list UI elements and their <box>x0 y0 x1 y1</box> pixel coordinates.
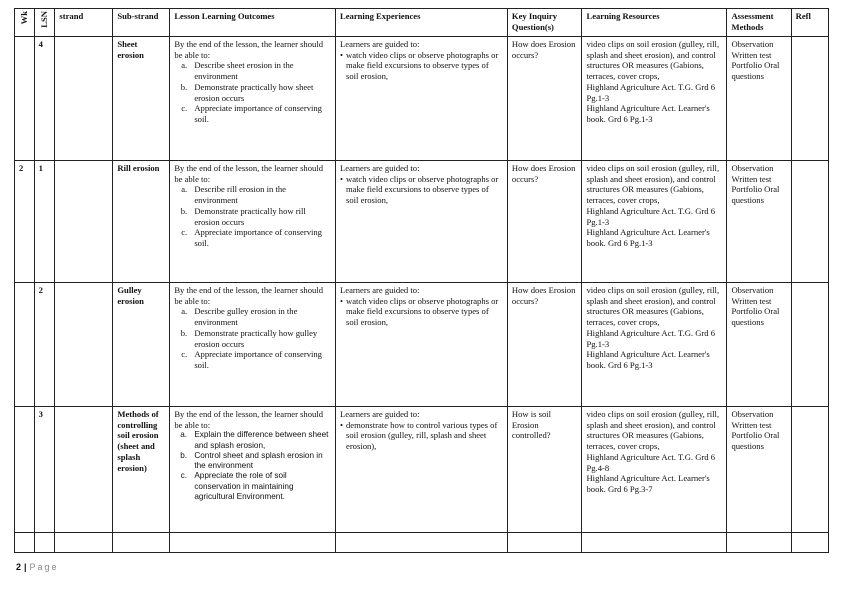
footer-separator: | <box>24 562 27 572</box>
cell-wk <box>15 283 35 407</box>
empty-cell <box>55 533 113 553</box>
cell-resources <box>582 37 727 161</box>
header-substrand: Sub-strand <box>113 9 170 37</box>
outcome-intro: By the end of the lesson, the learner should be able to: <box>174 409 323 430</box>
cell-experiences <box>336 37 508 161</box>
header-row <box>15 9 829 37</box>
header-resources: Learning Resources <box>582 9 727 37</box>
outcome-item: b. Demonstrate practically how gulley erosion occurs <box>189 328 331 349</box>
outcome-item: a. Describe gulley erosion in the environment <box>189 306 331 327</box>
outcome-item: c. Appreciate importance of conserving soil. <box>189 349 331 370</box>
outcome-intro: By the end of the lesson, the learner should be able to: <box>174 285 323 306</box>
cell-assessment: Observation Written test Portfolio Oral questions <box>727 37 791 161</box>
outcome-list <box>174 306 331 370</box>
cell-outcomes <box>170 37 336 161</box>
cell-strand <box>55 407 113 533</box>
cell-lsn: 1 <box>34 161 55 283</box>
scheme-of-work-table <box>14 8 829 553</box>
header-wk: Wk <box>15 9 35 37</box>
bullet-icon: • <box>340 295 344 306</box>
empty-cell <box>582 533 727 553</box>
outcome-item: b. Demonstrate practically how sheet erosion occurs <box>189 82 331 103</box>
outcome-list <box>174 60 331 124</box>
outcome-item: b. Control sheet and splash erosion in the environment <box>189 451 331 472</box>
resources-tg: Highland Agriculture Act. T.G. Grd 6 Pg.4-8 <box>586 451 716 473</box>
cell-wk: 2 <box>15 161 35 283</box>
cell-reflection <box>791 161 828 283</box>
resources-lb: Highland Agriculture Act. Learner's book. Grd 6 Pg.3-7 <box>586 473 710 495</box>
table-row <box>15 283 829 407</box>
experience-item: watch video clips or observe photographs or make field excursions to observe types of soil erosion, <box>346 49 499 82</box>
page-number: 2 <box>16 562 22 572</box>
cell-wk <box>15 37 35 161</box>
experience-intro: Learners are guided to: <box>340 39 420 49</box>
header-outcomes: Lesson Learning Outcomes <box>170 9 336 37</box>
experience-intro: Learners are guided to: <box>340 285 420 295</box>
cell-outcomes <box>170 161 336 283</box>
table-row <box>15 407 829 533</box>
cell-reflection <box>791 37 828 161</box>
cell-lsn: 2 <box>34 283 55 407</box>
experience-intro: Learners are guided to: <box>340 409 420 419</box>
resources-tg: Highland Agriculture Act. T.G. Grd 6 Pg.1-3 <box>586 81 716 103</box>
bullet-icon: • <box>340 49 344 60</box>
cell-outcomes <box>170 283 336 407</box>
resources-lb: Highland Agriculture Act. Learner's book. Grd 6 Pg.1-3 <box>586 349 710 371</box>
cell-experiences <box>336 407 508 533</box>
cell-resources <box>582 283 727 407</box>
outcome-list <box>174 184 331 248</box>
experience-item: watch video clips or observe photographs or make field excursions to observe types of soil erosion, <box>346 173 499 206</box>
outcome-intro: By the end of the lesson, the learner should be able to: <box>174 163 323 184</box>
outcome-item: c. Appreciate importance of conserving soil. <box>189 227 331 248</box>
cell-resources <box>582 407 727 533</box>
cell-strand <box>55 161 113 283</box>
header-assessment: Assessment Methods <box>727 9 791 37</box>
empty-cell <box>727 533 791 553</box>
cell-assessment: Observation Written test Portfolio Oral questions <box>727 283 791 407</box>
cell-wk <box>15 407 35 533</box>
header-reflection: Refl <box>791 9 828 37</box>
header-lsn: LSN <box>34 9 55 37</box>
cell-resources <box>582 161 727 283</box>
cell-experiences <box>336 283 508 407</box>
cell-inquiry: How does Erosion occurs? <box>507 37 582 161</box>
experience-item: demonstrate how to control various types of soil erosion (gulley, rill, splash and sheet erosion), <box>346 419 498 452</box>
empty-cell <box>791 533 828 553</box>
empty-cell <box>507 533 582 553</box>
cell-reflection <box>791 407 828 533</box>
outcome-item: a. Describe sheet erosion in the environment <box>189 60 331 81</box>
cell-substrand: Gulley erosion <box>113 283 170 407</box>
outcome-item: c. Appreciate the role of soil conservation in maintaining agricultural Environment. <box>189 471 331 502</box>
page-label: Page <box>29 562 59 572</box>
bullet-icon: • <box>340 173 344 184</box>
cell-reflection <box>791 283 828 407</box>
resources-main: video clips on soil erosion (gulley, rill, splash and sheet erosion), and control structures OR measures (Gabions, terraces, cover crops, <box>586 39 720 82</box>
header-inquiry: Key Inquiry Question(s) <box>507 9 582 37</box>
empty-cell <box>113 533 170 553</box>
cell-substrand: Methods of controlling soil erosion (sheet and splash erosion) <box>113 407 170 533</box>
resources-lb: Highland Agriculture Act. Learner's book. Grd 6 Pg.1-3 <box>586 227 710 249</box>
cell-assessment: Observation Written test Portfolio Oral questions <box>727 161 791 283</box>
bullet-icon: • <box>340 419 344 430</box>
experience-intro: Learners are guided to: <box>340 163 420 173</box>
cell-substrand: Rill erosion <box>113 161 170 283</box>
outcome-list <box>174 430 331 502</box>
resources-tg: Highland Agriculture Act. T.G. Grd 6 Pg.1-3 <box>586 205 716 227</box>
empty-cell <box>15 533 35 553</box>
empty-cell <box>170 533 336 553</box>
header-strand: strand <box>55 9 113 37</box>
empty-cell <box>336 533 508 553</box>
cell-lsn: 4 <box>34 37 55 161</box>
header-experiences: Learning Experiences <box>336 9 508 37</box>
cell-experiences <box>336 161 508 283</box>
empty-row <box>15 533 829 553</box>
outcome-item: a. Describe rill erosion in the environment <box>189 184 331 205</box>
cell-assessment: Observation Written test Portfolio Oral questions <box>727 407 791 533</box>
outcome-item: c. Appreciate importance of conserving soil. <box>189 103 331 124</box>
resources-main: video clips on soil erosion (gulley, rill, splash and sheet erosion), and control structures OR measures (Gabions, terraces, cover crops, <box>586 409 720 452</box>
cell-strand <box>55 37 113 161</box>
cell-substrand: Sheet erosion <box>113 37 170 161</box>
outcome-intro: By the end of the lesson, the learner should be able to: <box>174 39 323 60</box>
resources-main: video clips on soil erosion (gulley, rill, splash and sheet erosion), and control structures OR measures (Gabions, terraces, cover crops, <box>586 285 720 328</box>
empty-cell <box>34 533 55 553</box>
cell-inquiry: How does Erosion occurs? <box>507 283 582 407</box>
cell-inquiry: How is soil Erosion controlled? <box>507 407 582 533</box>
table-row <box>15 37 829 161</box>
cell-strand <box>55 283 113 407</box>
cell-outcomes <box>170 407 336 533</box>
outcome-item: a. Explain the difference between sheet and splash erosion, <box>189 430 331 451</box>
resources-lb: Highland Agriculture Act. Learner's book. Grd 6 Pg.1-3 <box>586 103 710 125</box>
resources-tg: Highland Agriculture Act. T.G. Grd 6 Pg.1-3 <box>586 327 716 349</box>
cell-inquiry: How does Erosion occurs? <box>507 161 582 283</box>
outcome-item: b. Demonstrate practically how rill erosion occurs <box>189 206 331 227</box>
resources-main: video clips on soil erosion (gulley, rill, splash and sheet erosion), and control structures OR measures (Gabions, terraces, cover crops, <box>586 163 720 206</box>
experience-item: watch video clips or observe photographs or make field excursions to observe types of soil erosion, <box>346 295 499 328</box>
cell-lsn: 3 <box>34 407 55 533</box>
page-footer <box>16 562 59 572</box>
table-row <box>15 161 829 283</box>
